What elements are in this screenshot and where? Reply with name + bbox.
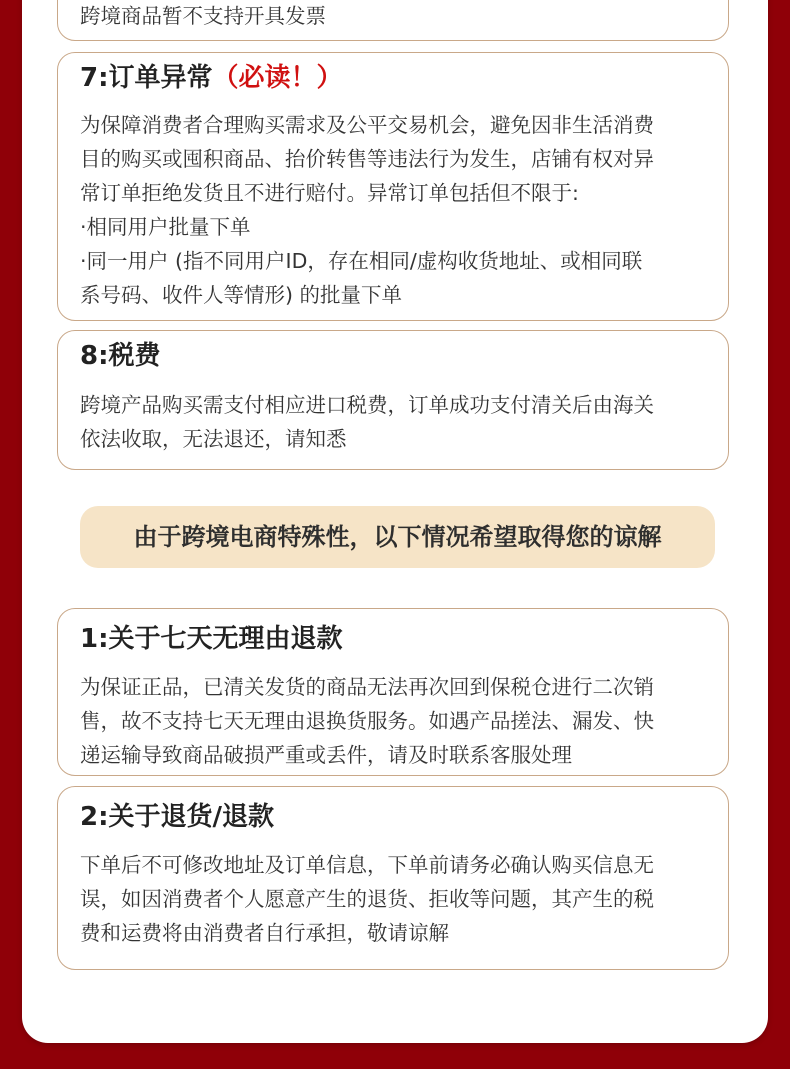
section-title-text: 7:订单异常 (80, 63, 213, 93)
card-body (80, 848, 720, 950)
body-line: 为保障消费者合理购买需求及公平交易机会，避免因非生活消费 (80, 113, 654, 137)
body-line: 为保证正品，已清关发货的商品无法再次回到保税仓进行二次销 (80, 675, 654, 699)
body-line: 常订单拒绝发货且不进行赔付。异常订单包括但不限于: (80, 181, 579, 205)
body-line: ·相同用户批量下单 (80, 215, 251, 239)
must-read-label: （必读！） (212, 63, 343, 93)
body-line: 误，如因消费者个人愿意产生的退货、拒收等问题，其产生的税 (80, 887, 654, 911)
order-exception-card (57, 52, 729, 321)
body-line: 跨境商品暂不支持开具发票 (80, 4, 326, 28)
understanding-banner: 由于跨境电商特殊性，以下情况希望取得您的谅解 (80, 506, 715, 568)
card-body (80, 0, 720, 33)
tax-fee-card (57, 330, 729, 470)
card-body (80, 108, 720, 312)
card-body (80, 388, 720, 456)
seven-day-refund-card (57, 608, 729, 776)
section-title (80, 61, 343, 95)
invoice-note-card (57, 0, 729, 41)
body-line: 系号码、收件人等情形) 的批量下单 (80, 283, 403, 307)
body-line: 费和运费将由消费者自行承担，敬请谅解 (80, 921, 449, 945)
body-line: 依法收取，无法退还，请知悉 (80, 427, 347, 451)
body-line: 递运输导致商品破损严重或丢件，请及时联系客服处理 (80, 743, 572, 767)
section-title: 2:关于退货/退款 (80, 802, 274, 832)
return-refund-card (57, 786, 729, 970)
section-title: 1:关于七天无理由退款 (80, 624, 343, 654)
section-title: 8:税费 (80, 341, 161, 371)
body-line: 目的购买或囤积商品、抬价转售等违法行为发生，店铺有权对异 (80, 147, 654, 171)
body-line: ·同一用户 (指不同用户ID，存在相同/虚构收货地址、或相同联 (80, 249, 643, 273)
body-line: 售，故不支持七天无理由退换货服务。如遇产品搓法、漏发、快 (80, 709, 654, 733)
body-line: 跨境产品购买需支付相应进口税费，订单成功支付清关后由海关 (80, 393, 654, 417)
body-line: 下单后不可修改地址及订单信息，下单前请务必确认购买信息无 (80, 853, 654, 877)
card-body (80, 670, 720, 772)
